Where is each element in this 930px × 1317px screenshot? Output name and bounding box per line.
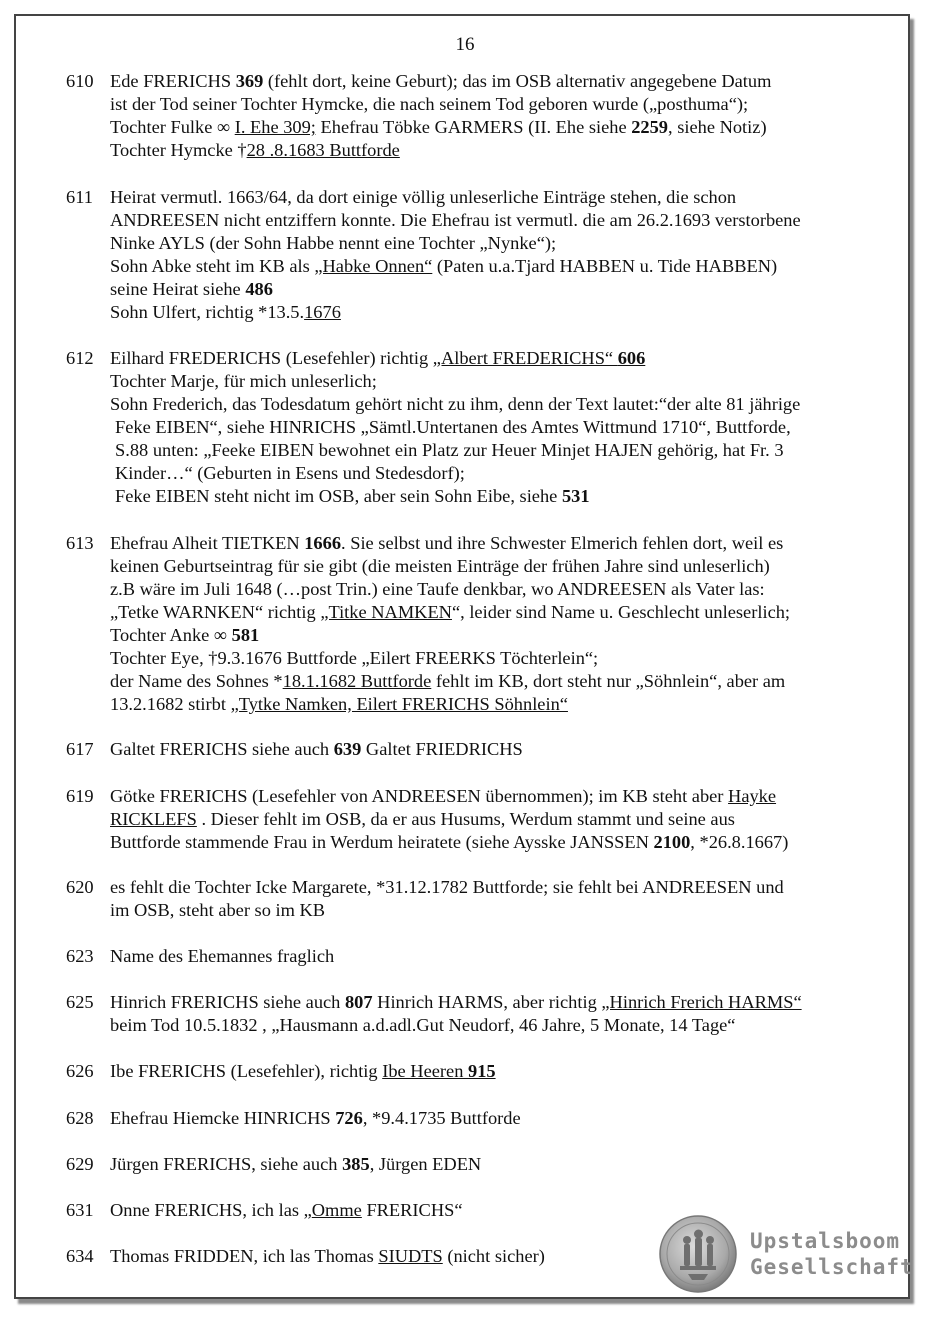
entry-number: 623 [66, 946, 94, 966]
entry-611: 611 Heirat vermutl. 1663/64, da dort einige völlig unleserliche Einträge stehen, die schon ANDREESEN nicht entziffern konnte. Die Ehefrau ist vermutl. die am 26.2.1693 verstorbene Ninke AYLS (der Sohn Habbe nennt eine Tochter „Nynke“); Sohn Abke steht im KB als „Habke Onnen“ (Paten u.a.Tjard HABBEN u. Tide HABBEN) seine Heirat siehe 486 Sohn Ulfert, richtig *13.5.1676 [66, 187, 801, 322]
entry-613: 613 Ehefrau Alheit TIETKEN 1666. Sie selbst und ihre Schwester Elmerich fehlen dort, weil es keinen Geburtseintrag für sie gibt (die meisten Einträge der frühen Jahre sind unleserlich) z.B wäre im Juli 1648 (…post Trin.) eine Taufe denkbar, wo ANDREESEN als Vater las: „Tetke WARNKEN“ richtig „Titke NAMKEN“, leider sind Name u. Geschlecht unleserlich; Tochter Anke ∞ 581 Tochter Eye, †9.3.1676 Buttforde „Eilert FREERKS Töchterlein“; der Name des Sohnes *18.1.1682 Buttforde fehlt im KB, dort steht nur „Söhnlein“, aber am 13.2.1682 stirbt „Tytke Namken, Eilert FRERICHS Söhnlein“ [66, 533, 791, 714]
entry-number: 611 [66, 187, 93, 207]
entry-number: 634 [66, 1246, 94, 1266]
entry-626: 626 Ibe FRERICHS (Lesefehler), richtig Ibe Heeren 915 [66, 1061, 496, 1081]
entry-number: 628 [66, 1108, 94, 1128]
entry-number: 619 [66, 786, 94, 806]
logo-title: Upstalsboom [750, 1229, 901, 1253]
entry-number: 610 [66, 71, 94, 91]
entry-617: 617 Galtet FRERICHS siehe auch 639 Galtet FRIEDRICHS [66, 739, 523, 759]
entry-number: 625 [66, 992, 94, 1012]
entry-number: 617 [66, 739, 94, 759]
entry-631: 631 Onne FRERICHS, ich las „Omme FRERICHS“ [66, 1200, 463, 1220]
entry-620: 620 es fehlt die Tochter Icke Margarete, *31.12.1782 Buttforde; sie fehlt bei ANDREESEN und im OSB, steht aber so im KB [66, 877, 784, 920]
entry-634: 634 Thomas FRIDDEN, ich las Thomas SIUDTS (nicht sicher) [66, 1246, 545, 1266]
entry-number: 613 [66, 533, 94, 553]
seal-icon [658, 1214, 738, 1294]
entry-612: 612 Eilhard FREDERICHS (Lesefehler) richtig „Albert FREDERICHS“ 606 Tochter Marje, für mich unleserlich; Sohn Frederich, das Todesdatum gehört nicht zu ihm, denn der Text lautet:“der alte 81 jährige Feke EIBEN“, siehe HINRICHS „Sämtl.Untertanen des Amtes Wittmund 1710“, Buttforde, S.88 unten: „Feeke EIBEN bewohnet ein Platz zur Heuer Minjet HAJEN gehörig, hat Fr. 3 Kinder…“ (Geburten in Esens und Stedesdorf); Feke EIBEN steht nicht im OSB, aber sein Sohn Eibe, siehe 531 [66, 348, 801, 506]
entry-number: 620 [66, 877, 94, 897]
entry-619: 619 Götke FRERICHS (Lesefehler von ANDREESEN übernommen); im KB steht aber Hayke RICKLEFS . Dieser fehlt im OSB, da er aus Husums, Werdum stammt und seine aus Buttforde stammende Frau in Werdum heiratete (siehe Aysske JANSSEN 2100, *26.8.1667) [66, 786, 789, 852]
entry-628: 628 Ehefrau Hiemcke HINRICHS 726, *9.4.1735 Buttforde [66, 1108, 521, 1128]
entry-625: 625 Hinrich FRERICHS siehe auch 807 Hinrich HARMS, aber richtig „Hinrich Frerich HARMS“ beim Tod 10.5.1832 , „Hausmann a.d.adl.Gut Neudorf, 46 Jahre, 5 Monate, 14 Tage“ [66, 992, 802, 1035]
entry-number: 631 [66, 1200, 94, 1220]
entry-number: 629 [66, 1154, 94, 1174]
entry-623: 623 Name des Ehemannes fraglich [66, 946, 335, 966]
page-number: 16 [455, 34, 475, 55]
ref-link: I. Ehe 309; [234, 117, 316, 137]
entry-610: 610 Ede FRERICHS 369 (fehlt dort, keine Geburt); das im OSB alternativ angegebene Datum ist der Tod seiner Tochter Hymcke, die nach seinem Tod geboren wurde („posthuma“); Tochter Fulke ∞ I. Ehe 309; Ehefrau Töbke GARMERS (II. Ehe siehe 2259, siehe Notiz) Tochter Hymcke †28 .8.1683 Buttforde [66, 71, 772, 160]
society-logo [658, 1212, 914, 1300]
entry-number: 626 [66, 1061, 94, 1081]
logo-subtitle: Gesellschaft [750, 1255, 914, 1279]
entry-629: 629 Jürgen FRERICHS, siehe auch 385, Jürgen EDEN [66, 1154, 482, 1174]
entry-number: 612 [66, 348, 94, 368]
